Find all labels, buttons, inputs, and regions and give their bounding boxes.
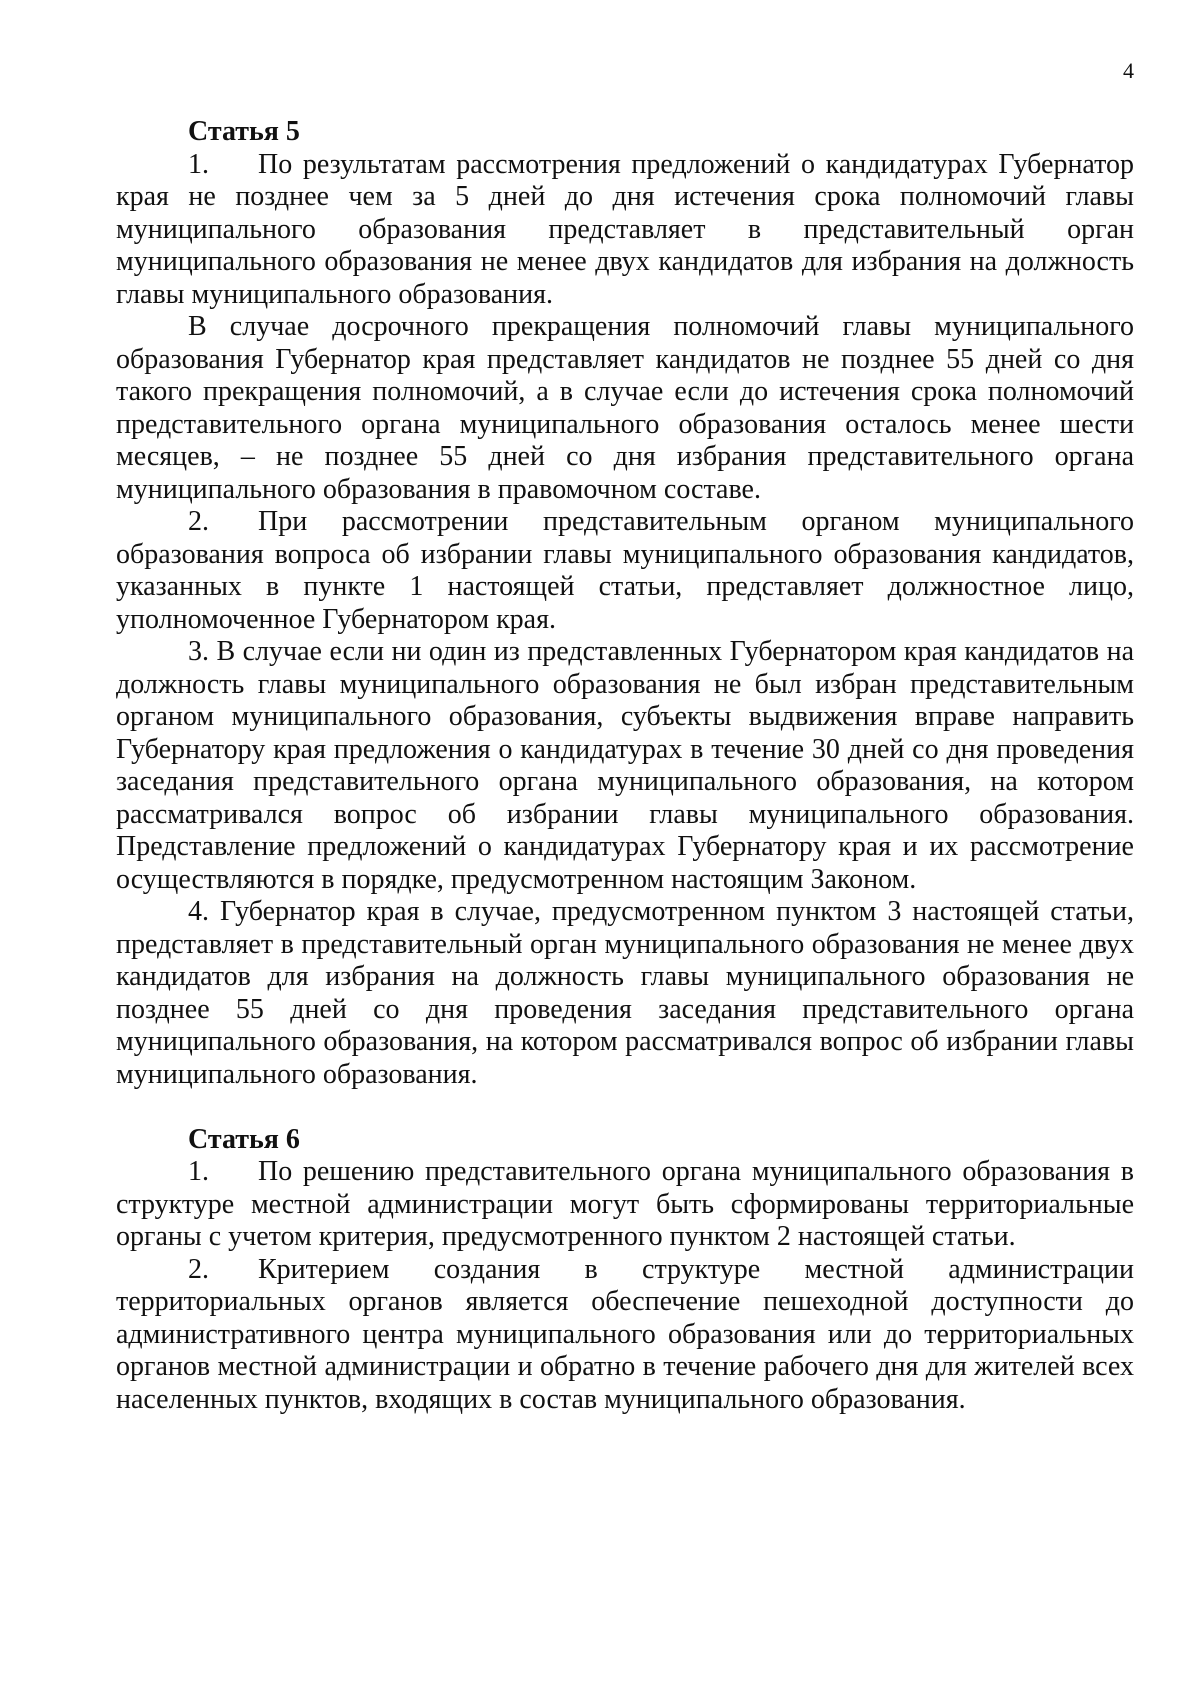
paragraph-text: По результатам рассмотрения предложений о кандидатурах Губернатор края не позднее чем за 5 дней до дня истечения срока полномочий главы муниципального образования представляет в представительный орган муниципального образования не менее двух кандидатов для избрания на должность главы муниципального образования. — [116, 148, 1134, 310]
paragraph-text: Критерием создания в структуре местной администрации территориальных органов является обеспечение пешеходной доступности до административного центра муниципального образования или до территориальных органов местной администрации и обратно в течение рабочего дня для жителей всех населенных пунктов, входящих в состав муниципального образования. — [116, 1253, 1134, 1415]
document-body — [116, 116, 1134, 1416]
paragraph-text: 4. Губернатор края в случае, предусмотренном пунктом 3 настоящей статьи, представляет в представительный орган муниципального образования не менее двух кандидатов для избрания на должность главы муниципального образования не позднее 55 дней со дня проведения заседания представительного органа муниципального образования, на котором рассматривался вопрос об избрании главы муниципального образования. — [116, 896, 1134, 1090]
article-5 — [116, 116, 1134, 1091]
article-5-paragraph-2 — [116, 506, 1134, 636]
article-5-paragraph-1 — [116, 149, 1134, 312]
article-6 — [116, 1124, 1134, 1417]
article-6-paragraph-1 — [116, 1156, 1134, 1254]
article-title: Статья 6 — [188, 1123, 300, 1155]
paragraph-text: По решению представительного органа муниципального образования в структуре местной администрации могут быть сформированы территориальные органы с учетом критерия, предусмотренного пунктом 2 настоящей статьи. — [116, 1156, 1134, 1252]
paragraph-number: 1. — [188, 148, 209, 180]
paragraph-number: 2. — [188, 1253, 209, 1285]
article-5-paragraph-4 — [116, 896, 1134, 1091]
page-number: 4 — [1123, 58, 1134, 83]
paragraph-number: 2. — [188, 506, 209, 537]
article-5-paragraph-1-continued — [116, 311, 1134, 506]
paragraph-text: При рассмотрении представительным органом муниципального образования вопроса об избрании главы муниципального образования кандидатов, указанных в пункте 1 настоящей статьи, представляет должностное лицо, уполномоченное Губернатором края. — [116, 506, 1134, 635]
article-6-paragraph-2 — [116, 1254, 1134, 1417]
section-spacer — [116, 1091, 1134, 1124]
article-5-paragraph-3 — [116, 636, 1134, 896]
article-title: Статья 5 — [188, 116, 300, 147]
paragraph-text: В случае досрочного прекращения полномочий главы муниципального образования Губернатор края представляет кандидатов не позднее 55 дней со дня такого прекращения полномочий, а в случае если до истечения срока полномочий представительного органа муниципального образования осталось менее шести месяцев, – не позднее 55 дней со дня избрания представительного органа муниципального образования в правомочном составе. — [116, 311, 1134, 505]
paragraph-number: 1. — [188, 1156, 209, 1187]
paragraph-text: 3. В случае если ни один из представленных Губернатором края кандидатов на должность главы муниципального образования не был избран представительным органом муниципального образования, субъекты выдвижения вправе направить Губернатору края предложения о кандидатурах в течение 30 дней со дня проведения заседания представительного органа муниципального образования, на котором рассматривался вопрос об избрании главы муниципального образования. Представление предложений о кандидатурах Губернатору края и их рассмотрение осуществляются в порядке, предусмотренном настоящим Законом. — [116, 636, 1134, 895]
